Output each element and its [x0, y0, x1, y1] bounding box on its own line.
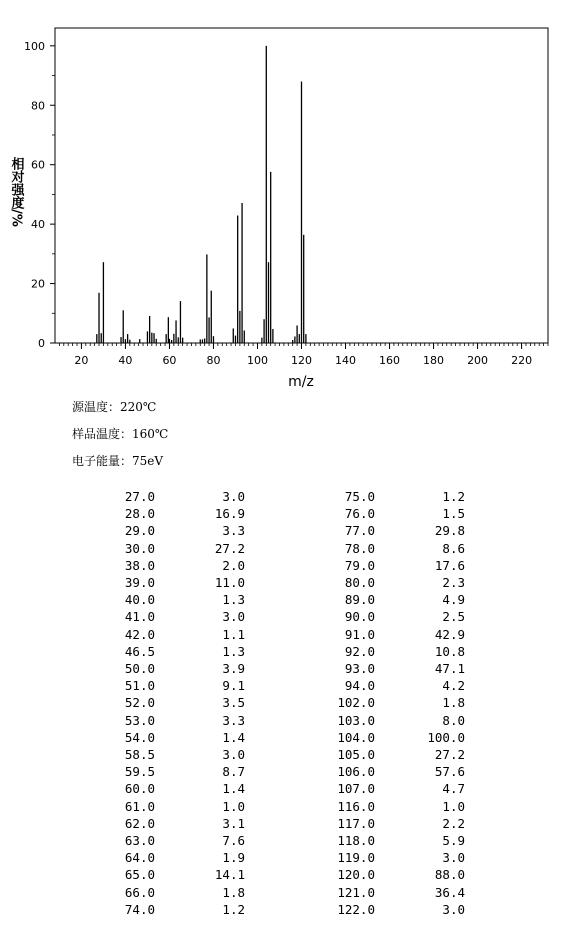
mz-cell: 78.0	[344, 540, 375, 556]
table-row	[0, 574, 465, 591]
intensity-cell: 4.2	[442, 678, 465, 694]
table-row	[0, 608, 465, 625]
table-row	[0, 557, 465, 574]
x-tick-label: 120	[291, 354, 312, 367]
intensity-cell: 3.1	[222, 815, 245, 831]
sample-temperature: 样品温度：160℃	[72, 427, 169, 441]
mz-cell: 77.0	[344, 523, 375, 539]
table-row	[0, 849, 465, 866]
table-row	[0, 798, 465, 815]
mz-cell: 63.0	[124, 833, 155, 849]
table-row	[0, 540, 465, 557]
mz-cell: 121.0	[337, 884, 375, 900]
mz-cell: 103.0	[337, 712, 375, 728]
mz-cell: 76.0	[344, 506, 375, 522]
intensity-cell: 2.0	[222, 557, 245, 573]
intensity-cell: 100.0	[427, 729, 465, 745]
mz-cell: 65.0	[124, 867, 155, 883]
mz-cell: 54.0	[124, 729, 155, 745]
mz-cell: 105.0	[337, 747, 375, 763]
intensity-cell: 3.0	[442, 901, 465, 917]
intensity-cell: 2.5	[442, 609, 465, 625]
intensity-cell: 47.1	[434, 661, 465, 677]
intensity-cell: 1.9	[222, 850, 245, 866]
intensity-cell: 42.9	[434, 626, 465, 642]
mz-cell: 28.0	[124, 506, 155, 522]
intensity-cell: 3.9	[222, 661, 245, 677]
intensity-cell: 5.9	[442, 833, 465, 849]
table-row	[0, 591, 465, 608]
intensity-cell: 29.8	[434, 523, 465, 539]
x-tick-label: 60	[162, 354, 177, 367]
mz-cell: 61.0	[124, 798, 155, 814]
x-tick-label: 200	[467, 354, 489, 367]
mz-cell: 89.0	[344, 592, 375, 608]
mz-cell: 106.0	[337, 764, 375, 780]
x-tick-label: 80	[206, 354, 221, 367]
table-row	[0, 815, 465, 832]
source-temperature: 源温度：220℃	[72, 400, 157, 414]
mz-cell: 117.0	[337, 815, 375, 831]
intensity-cell: 3.0	[442, 850, 465, 866]
intensity-cell: 3.0	[222, 747, 245, 763]
intensity-cell: 3.0	[222, 609, 245, 625]
intensity-cell: 1.5	[442, 506, 465, 522]
table-row	[0, 488, 465, 505]
x-axis-label: m/z	[288, 374, 314, 390]
table-row	[0, 660, 465, 677]
intensity-cell: 8.0	[442, 712, 465, 728]
intensity-cell: 1.4	[222, 781, 245, 797]
x-tick-label: 180	[423, 354, 445, 367]
intensity-cell: 14.1	[214, 867, 245, 883]
table-row	[0, 643, 465, 660]
intensity-cell: 1.8	[442, 695, 465, 711]
mz-cell: 40.0	[124, 592, 155, 608]
intensity-cell: 3.3	[222, 712, 245, 728]
intensity-cell: 3.3	[222, 523, 245, 539]
intensity-cell: 1.0	[442, 798, 465, 814]
mz-cell: 51.0	[124, 678, 155, 694]
table-row	[0, 746, 465, 763]
mz-cell: 29.0	[124, 523, 155, 539]
x-tick-label: 220	[511, 354, 533, 367]
intensity-cell: 8.7	[222, 764, 245, 780]
intensity-cell: 1.0	[222, 798, 245, 814]
mz-cell: 120.0	[337, 867, 375, 883]
mz-cell: 75.0	[344, 489, 375, 504]
y-axis-label: 相对强度/%	[8, 157, 24, 227]
intensity-cell: 1.1	[222, 626, 245, 642]
table-row	[0, 780, 465, 797]
mz-cell: 91.0	[344, 626, 375, 642]
mz-cell: 52.0	[124, 695, 155, 711]
mz-cell: 50.0	[124, 661, 155, 677]
electron-energy: 电子能量：75eV	[72, 454, 164, 468]
mz-cell: 62.0	[124, 815, 155, 831]
mz-cell: 122.0	[337, 901, 375, 917]
mz-cell: 27.0	[124, 489, 155, 504]
x-axis	[74, 343, 532, 367]
mz-cell: 64.0	[124, 850, 155, 866]
table-row	[0, 505, 465, 522]
intensity-cell: 27.2	[214, 540, 245, 556]
mz-cell: 90.0	[344, 609, 375, 625]
mz-cell: 79.0	[344, 557, 375, 573]
intensity-cell: 1.3	[222, 592, 245, 608]
intensity-cell: 3.0	[222, 489, 245, 504]
mz-cell: 30.0	[124, 540, 155, 556]
table-row	[0, 832, 465, 849]
y-tick-label: 0	[38, 337, 45, 350]
y-tick-label: 80	[31, 99, 45, 113]
table-row	[0, 626, 465, 643]
intensity-cell: 16.9	[214, 506, 245, 522]
peak-bars	[97, 46, 306, 343]
intensity-cell: 2.2	[442, 815, 465, 831]
mz-cell: 94.0	[344, 678, 375, 694]
table-row	[0, 522, 465, 539]
table-row	[0, 677, 465, 694]
y-tick-label: 40	[31, 218, 45, 232]
mass-spectrum-chart	[0, 0, 570, 400]
mz-cell: 107.0	[337, 781, 375, 797]
intensity-cell: 9.1	[222, 678, 245, 694]
mz-cell: 80.0	[344, 575, 375, 591]
x-tick-label: 140	[335, 354, 357, 367]
intensity-cell: 1.2	[222, 901, 245, 917]
mz-cell: 38.0	[124, 557, 155, 573]
mz-cell: 59.5	[124, 764, 155, 780]
intensity-cell: 1.4	[222, 729, 245, 745]
mz-cell: 74.0	[124, 901, 155, 917]
intensity-cell: 4.7	[442, 781, 465, 797]
mz-cell: 66.0	[124, 884, 155, 900]
table-row	[0, 729, 465, 746]
intensity-cell: 1.8	[222, 884, 245, 900]
intensity-cell: 4.9	[442, 592, 465, 608]
mz-cell: 119.0	[337, 850, 375, 866]
intensity-cell: 7.6	[222, 833, 245, 849]
mz-cell: 60.0	[124, 781, 155, 797]
mz-cell: 53.0	[124, 712, 155, 728]
peak-table-container	[0, 488, 570, 918]
x-tick-label: 40	[118, 354, 133, 367]
mz-cell: 41.0	[124, 609, 155, 625]
x-tick-label: 100	[246, 354, 268, 367]
intensity-cell: 1.3	[222, 643, 245, 659]
intensity-cell: 8.6	[442, 540, 465, 556]
mz-cell: 102.0	[337, 695, 375, 711]
table-row	[0, 763, 465, 780]
mz-cell: 118.0	[337, 833, 375, 849]
mz-cell: 93.0	[344, 661, 375, 677]
y-tick-label: 60	[31, 158, 45, 172]
table-row	[0, 884, 465, 901]
x-tick-label: 160	[379, 354, 401, 367]
intensity-cell: 3.5	[222, 695, 245, 711]
mz-cell: 42.0	[124, 626, 155, 642]
intensity-cell: 17.6	[434, 557, 465, 573]
mz-cell: 92.0	[344, 643, 375, 659]
table-row	[0, 866, 465, 883]
intensity-cell: 1.2	[442, 489, 465, 504]
y-tick-label: 20	[31, 277, 45, 291]
intensity-cell: 11.0	[214, 575, 245, 591]
intensity-cell: 57.6	[434, 764, 465, 780]
intensity-cell: 88.0	[434, 867, 465, 883]
mz-cell: 46.5	[124, 643, 155, 659]
intensity-cell: 36.4	[434, 884, 465, 900]
intensity-cell: 27.2	[434, 747, 465, 763]
intensity-cell: 2.3	[442, 575, 465, 591]
y-axis	[24, 40, 55, 350]
table-row	[0, 901, 465, 918]
y-tick-label: 100	[24, 39, 45, 53]
table-row	[0, 694, 465, 711]
mz-cell: 58.5	[124, 747, 155, 763]
peak-table	[0, 488, 465, 918]
mz-cell: 116.0	[337, 798, 375, 814]
mz-cell: 39.0	[124, 575, 155, 591]
intensity-cell: 10.8	[434, 643, 465, 659]
x-tick-label: 20	[74, 354, 89, 367]
mz-cell: 104.0	[337, 729, 375, 745]
table-row	[0, 712, 465, 729]
